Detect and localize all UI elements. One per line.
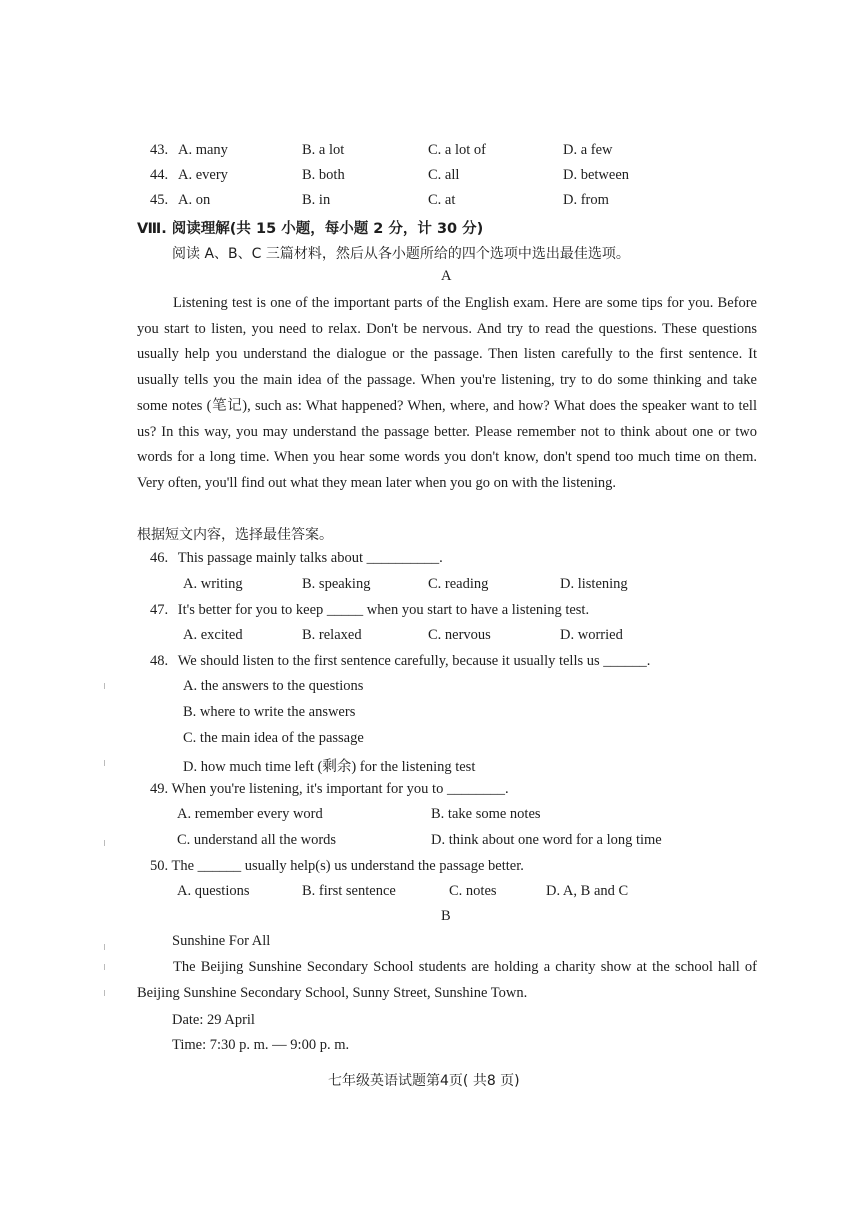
passage-a-label: A <box>441 268 452 284</box>
option-48c: C. the main idea of the passage <box>183 730 364 746</box>
passage-b-title: Sunshine For All <box>172 933 271 949</box>
option-44a: A. every <box>178 167 228 183</box>
option-46a: A. writing <box>183 576 243 592</box>
question-stem: This passage mainly talks about __________. <box>177 550 443 566</box>
option-48b: B. where to write the answers <box>183 704 356 720</box>
scan-mark <box>104 840 105 846</box>
question-49 <box>150 781 509 798</box>
option-49b: B. take some notes <box>431 806 541 822</box>
option-44b: B. both <box>302 167 345 183</box>
option-47d: D. worried <box>560 627 623 643</box>
question-number: 44. <box>150 167 169 183</box>
question-number: 49. <box>150 781 169 797</box>
page-footer: 七年级英语试题第4页( 共8 页) <box>328 1073 520 1089</box>
passage-a-text: Listening test is one of the important parts of the English exam. Here are some tips for you. Before you start to listen, you need to relax. Don't be nervous. And try to read the questions. These questions usually help you understand the dialogue or the passage. Then listen carefully to the first sentence. It usually tells you the main idea of the passage. When you're listening, try to do some thinking and take some notes (笔记), such as: What happened? When, where, and how? What does the speaker want to tell us? In this way, you may understand the passage better. Please remember not to think about one or two words for a long time. When you hear some words you don't know, don't spend too much time on them. Very often, you'll find out what they mean later when you go on with the listening. <box>137 295 757 491</box>
question-stem: We should listen to the first sentence carefully, because it usually tells us ______. <box>177 653 651 669</box>
section-heading: Ⅷ. 阅读理解(共 15 小题，每小题 2 分，计 30 分) <box>137 221 484 237</box>
question-number: 48. <box>150 653 169 669</box>
question-number: 47. <box>150 602 169 618</box>
option-45c: C. at <box>428 192 456 208</box>
question-48 <box>150 653 650 670</box>
option-50a: A. questions <box>177 883 250 899</box>
scan-mark <box>104 760 105 766</box>
option-45b: B. in <box>302 192 331 208</box>
scan-mark <box>104 964 105 970</box>
question-stem: It's better for you to keep _____ when you start to have a listening test. <box>177 602 590 618</box>
passage-b-intro-block <box>137 955 757 1006</box>
option-49a: A. remember every word <box>177 806 323 822</box>
option-47b: B. relaxed <box>302 627 362 643</box>
question-43 <box>150 142 168 159</box>
question-47 <box>150 602 589 619</box>
passage-a-instruction: 根据短文内容，选择最佳答案。 <box>137 527 333 543</box>
question-46 <box>150 550 443 567</box>
question-number: 45. <box>150 192 169 208</box>
option-46b: B. speaking <box>302 576 371 592</box>
option-45a: A. on <box>178 192 211 208</box>
question-stem: The ______ usually help(s) us understand the passage better. <box>171 858 524 874</box>
option-47a: A. excited <box>183 627 243 643</box>
option-50d: D. A, B and C <box>546 883 629 899</box>
passage-b-intro: The Beijing Sunshine Secondary School students are holding a charity show at the school hall of Beijing Sunshine Secondary School, Sunny Street, Sunshine Town. <box>137 959 757 1001</box>
event-time: Time: 7:30 p. m. — 9:00 p. m. <box>172 1037 350 1053</box>
option-46d: D. listening <box>560 576 628 592</box>
option-48d: D. how much time left (剩余) for the listening test <box>183 759 476 775</box>
event-date: Date: 29 April <box>172 1012 255 1028</box>
passage-a <box>137 291 757 497</box>
option-43a: A. many <box>178 142 228 158</box>
question-50 <box>150 858 524 875</box>
question-45 <box>150 192 168 209</box>
scan-mark <box>104 990 105 996</box>
option-47c: C. nervous <box>428 627 491 643</box>
option-44c: C. all <box>428 167 460 183</box>
option-43b: B. a lot <box>302 142 345 158</box>
option-50b: B. first sentence <box>302 883 396 899</box>
option-43d: D. a few <box>563 142 613 158</box>
option-44d: D. between <box>563 167 630 183</box>
option-45d: D. from <box>563 192 609 208</box>
question-44 <box>150 167 168 184</box>
passage-b-label: B <box>441 908 451 924</box>
scan-mark <box>104 683 105 689</box>
option-49c: C. understand all the words <box>177 832 337 848</box>
option-48a: A. the answers to the questions <box>183 678 364 694</box>
question-stem: When you're listening, it's important for you to ________. <box>171 781 509 797</box>
option-46c: C. reading <box>428 576 489 592</box>
question-number: 43. <box>150 142 169 158</box>
option-50c: C. notes <box>449 883 497 899</box>
option-49d: D. think about one word for a long time <box>431 832 662 848</box>
question-number: 50. <box>150 858 169 874</box>
option-43c: C. a lot of <box>428 142 486 158</box>
section-instruction: 阅读 A、B、C 三篇材料，然后从各小题所给的四个选项中选出最佳选项。 <box>172 246 630 262</box>
question-number: 46. <box>150 550 169 566</box>
scan-mark <box>104 944 105 950</box>
